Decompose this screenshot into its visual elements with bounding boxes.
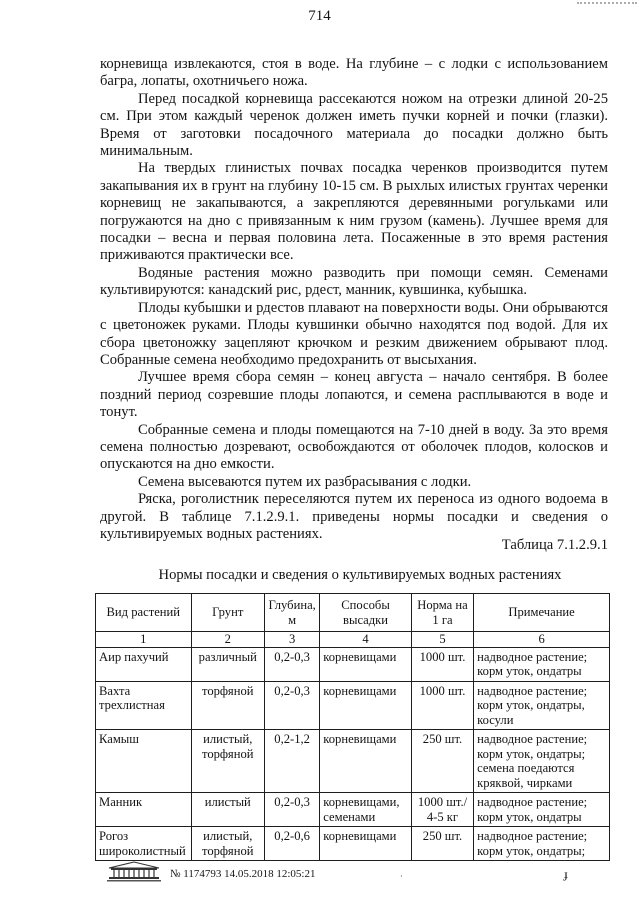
cell-plant-type: Манник	[96, 793, 192, 827]
cell-plant-type: Камыш	[96, 730, 192, 793]
table-row	[96, 730, 610, 793]
cell-rate-per-ha: 250 шт.	[411, 827, 473, 861]
cell-depth: 0,2-0,3	[264, 647, 319, 681]
header-planting-method: Способы высадки	[320, 594, 412, 632]
body-paragraph: Собранные семена и плоды помещаются на 7-10 дней в воду. За это время семена полностью дозревают, освобождаются от оболочек плодов, колосков и опускаются на дно емкости.	[100, 421, 608, 473]
body-paragraph: Семена высеваются путем их разбрасывания с лодки.	[138, 473, 472, 490]
cell-note: надводное растение; корм уток, ондатры	[474, 647, 610, 681]
column-number: 3	[264, 632, 319, 648]
cell-depth: 0,2-0,3	[264, 681, 319, 730]
header-plant-type: Вид растений	[96, 594, 192, 632]
table-row	[96, 647, 610, 681]
table-row	[96, 681, 610, 730]
cell-plant-type: Рогоз широколистный	[96, 827, 192, 861]
cell-soil: илистый, торфяной	[191, 827, 264, 861]
cell-soil: илистый	[191, 793, 264, 827]
header-rate-per-ha: Норма на 1 га	[411, 594, 473, 632]
column-number: 5	[411, 632, 473, 648]
page-footer	[105, 860, 625, 890]
building-seal-icon	[105, 860, 163, 882]
cell-note: надводное растение; корм уток, ондатры;	[474, 827, 610, 861]
cell-plant-type: Аир пахучий	[96, 647, 192, 681]
body-paragraph: На твердых глинистых почвах посадка черенков производится путем закапывания их в грунт на глубину 10-15 см. В рыхлых илистых грунтах черенки корневищ не закапываются, а закрепляются деревянными рогульками или погружаются на дно с привязанным к ним грузом (камень). Лучшее время для посадки – весна и первая половина лета. Посаженные в это время растения приживаются практически все.	[100, 160, 608, 264]
body-paragraph: Плоды кубышки и рдестов плавают на поверхности воды. Они обрываются с цветоножек руками. Плоды кувшинки обычно находятся под водой. Для их сбора цветоножку зацепляют крючком и резким движением обрывают плод. Собранные семена необходимо предохранить от высыхания.	[100, 299, 608, 368]
cell-planting-method: корневищами	[320, 647, 412, 681]
body-paragraph: корневища извлекаются, стоя в воде. На глубине – с лодки с использованием багра, лопаты, охотничьего ножа.	[100, 56, 608, 90]
body-paragraph: Лучшее время сбора семян – конец августа – начало сентября. В более поздний период созревшие плоды лопаются, и семена расплываются в воде и тонут.	[100, 369, 608, 421]
column-number-row	[96, 632, 610, 648]
cell-planting-method: корневищами, семенами	[320, 793, 412, 827]
cell-depth: 0,2-1,2	[264, 730, 319, 793]
cell-rate-per-ha: 250 шт.	[411, 730, 473, 793]
pen-mark: ɟ	[564, 867, 568, 881]
column-number: 2	[191, 632, 264, 648]
scan-edge-mark	[577, 2, 637, 10]
body-paragraph: Водяные растения можно разводить при помощи семян. Семенами культивируются: канадский рис, рдест, манник, кувшинка, кубышка.	[100, 264, 608, 299]
body-paragraph: Ряска, роголистник переселяются путем их переноса из одного водоема в другой. В таблице 7.1.2.9.1. приведены нормы посадки и сведения о культивируемых водных растениях.	[100, 491, 608, 542]
header-note: Примечание	[474, 594, 610, 632]
cell-depth: 0,2-0,3	[264, 793, 319, 827]
table-label: Таблица 7.1.2.9.1	[501, 537, 608, 553]
column-number: 1	[96, 632, 192, 648]
column-number: 6	[474, 632, 610, 648]
planting-norms-table	[95, 593, 610, 861]
header-depth: Глубина, м	[264, 594, 319, 632]
cell-rate-per-ha: 1000 шт.	[411, 647, 473, 681]
cell-planting-method: корневищами	[320, 681, 412, 730]
table-row	[96, 827, 610, 861]
table-header-row	[96, 594, 610, 632]
table-title: Нормы посадки и сведения о культивируемых водных растениях	[158, 567, 562, 583]
cell-rate-per-ha: 1000 шт./ 4-5 кг	[411, 793, 473, 827]
table-row	[96, 793, 610, 827]
cell-depth: 0,2-0,6	[264, 827, 319, 861]
document-registration-number: № 1174793 14.05.2018 12:05:21	[170, 868, 316, 880]
cell-note: надводное растение; корм уток, ондатры	[474, 793, 610, 827]
cell-soil: различный	[191, 647, 264, 681]
cell-note: надводное растение; корм уток, ондатры; семена поедаются кряквой, чирками	[474, 730, 610, 793]
cell-rate-per-ha: 1000 шт.	[411, 681, 473, 730]
dot-mark: ·	[400, 872, 403, 881]
column-number: 4	[320, 632, 412, 648]
body-text	[100, 56, 608, 543]
header-soil: Грунт	[191, 594, 264, 632]
cell-plant-type: Вахта трехлистная	[96, 681, 192, 730]
cell-planting-method: корневищами	[320, 730, 412, 793]
page-number: 714	[308, 8, 331, 24]
cell-soil: торфяной	[191, 681, 264, 730]
body-paragraph: Перед посадкой корневища рассекаются ножом на отрезки длиной 20-25 см. При этом каждый черенок должен иметь пучки корней и почки (глазки). Время от заготовки посадочного материала до посадки должно быть минимальным.	[100, 90, 608, 160]
cell-planting-method: корневищами	[320, 827, 412, 861]
cell-soil: илистый, торфяной	[191, 730, 264, 793]
cell-note: надводное растение; корм уток, ондатры, косули	[474, 681, 610, 730]
